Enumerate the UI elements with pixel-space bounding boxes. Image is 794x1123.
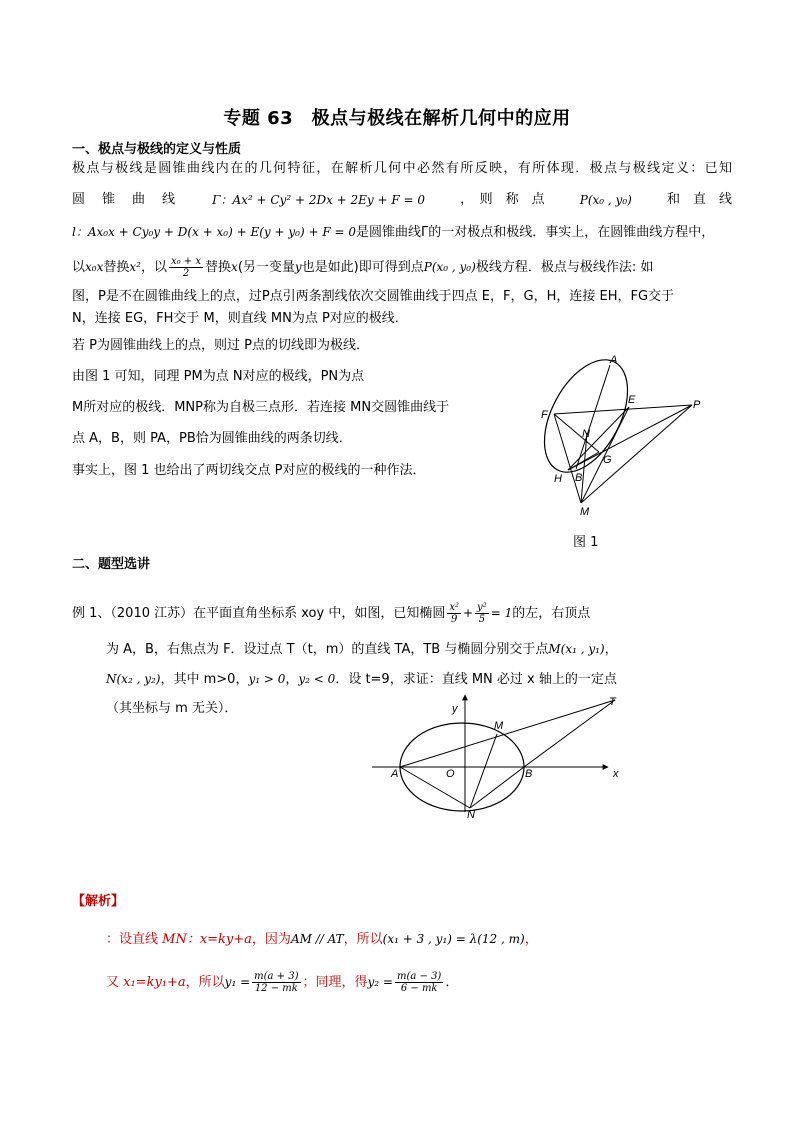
text-span: ；同理，得 <box>302 975 368 990</box>
math-span: M(x₁ , y₁) <box>548 642 605 656</box>
example-line: （其坐标与 m 无关）． <box>106 701 238 716</box>
fraction <box>475 602 489 625</box>
text-span: ．设 t=9，求证：直线 MN 必过 x 轴上的一定点 <box>335 672 617 687</box>
math-span: MN：x=ky+a <box>162 932 252 947</box>
math-span: x <box>231 260 238 274</box>
figure-1-diagram <box>530 345 710 520</box>
example-line <box>106 670 617 689</box>
math-span: y <box>294 260 302 274</box>
math-span: x² <box>129 260 141 274</box>
text-span: ，所以 <box>343 932 383 947</box>
fraction <box>395 971 443 994</box>
text-span: 圆 锥 曲 线 <box>72 192 178 207</box>
figure-label: H <box>554 473 562 485</box>
figure-label: y <box>452 703 458 715</box>
figure-label: T <box>609 696 616 708</box>
text-span: 又 <box>106 975 124 990</box>
fraction <box>252 971 300 994</box>
pole-point: P(x₀ , y₀) <box>579 193 632 207</box>
math-span: x₀x <box>85 260 104 274</box>
section2-heading: 二、题型选讲 <box>72 557 151 572</box>
polar-equation: l：Ax₀x + Cy₀y + D(x + x₀) + E(y + y₀) + F = 0 <box>72 225 356 239</box>
text-span: 为 A，B，右焦点为 F．设过点 T（t，m）的直线 TA，TB 与椭圆分别交于点 <box>106 642 549 657</box>
conic-equation: Γ：Ax² + Cy² + 2Dx + 2Ey + F = 0 <box>212 193 426 207</box>
line-BT <box>524 700 615 767</box>
fraction-numerator: m(a + 3) <box>254 971 299 982</box>
paragraph-line <box>72 256 653 279</box>
fraction <box>169 256 203 279</box>
text-span: ，所以 <box>185 975 225 990</box>
paragraph-line: 若 P为圆锥曲线上的点，则过 P点的切线即为极线． <box>72 338 369 353</box>
math-span: N(x₂ , y₂) <box>106 672 161 686</box>
text-span: 以 <box>72 260 86 275</box>
text-span: 是圆锥曲线Γ的一对极点和极线．事实上，在圆锥曲线方程中， <box>355 225 715 240</box>
math-span: y₁ = <box>224 975 251 989</box>
math-span: y₂ = <box>367 975 393 989</box>
fraction-numerator: x² <box>449 602 459 613</box>
text-span: ， 则 称 点 <box>460 192 545 207</box>
figure-1-caption: 图 1 <box>573 535 599 550</box>
figure-label: G <box>603 454 612 466</box>
paragraph-line: 事实上，图 1 也给出了两切线交点 P对应的极线的一种作法． <box>72 463 426 478</box>
line-FH-ext <box>554 414 581 503</box>
fraction-denominator: 5 <box>478 614 486 625</box>
page-title: 专题 63 极点与极线在解析几何中的应用 <box>223 108 571 129</box>
example-line <box>106 640 618 659</box>
paragraph-line: 极点与极线是圆锥曲线内在的几何特征，在解析几何中必然有所反映，有所体现．极点与极线定义：已知 <box>72 161 732 176</box>
fraction <box>447 602 461 625</box>
text-span: ，以 <box>140 260 167 275</box>
fraction-denominator: 2 <box>182 268 190 279</box>
text-span: 也是如此)即可得到点 <box>301 260 424 275</box>
text-span: ，因为 <box>251 932 291 947</box>
figure-label: P <box>693 399 701 411</box>
text-span: 极线方程．极点与极线作法: 如 <box>475 260 654 275</box>
math-span: = 1 <box>490 606 513 620</box>
fraction-numerator: m(a − 3) <box>396 971 442 982</box>
line-AT <box>400 700 615 767</box>
text-span: 例 1、（2010 江苏）在平面直角坐标系 xoy 中，如图，已知椭圆 <box>72 606 446 621</box>
fraction-numerator: x₀ + x <box>170 256 202 267</box>
math-span: (x₁ + 3 , y₁) = λ(12 , m) <box>382 932 525 946</box>
text-span: ， <box>524 932 538 947</box>
paragraph-line: M所对应的极线．MNP称为自极三点形．若连接 MN交圆锥曲线于 <box>72 400 450 415</box>
text-span: ， <box>285 672 299 687</box>
text-span: 的左，右顶点 <box>512 606 591 621</box>
math-span: y₁ > 0 <box>248 672 286 686</box>
text-span: (另一变量 <box>237 260 295 275</box>
example-line <box>72 602 590 625</box>
solution-tag: 【解析】 <box>72 894 125 909</box>
text-span: 和 直 线 <box>666 192 732 207</box>
solution-line <box>106 971 458 994</box>
line-MN <box>470 734 497 808</box>
figure-label: x <box>613 768 619 780</box>
line-EH <box>568 407 629 470</box>
line-AN <box>400 767 470 808</box>
text-span: ， <box>604 642 618 657</box>
figure-label: A <box>391 768 399 780</box>
fraction-denominator: 9 <box>450 614 458 625</box>
text-span: ：设直线 <box>106 932 163 947</box>
paragraph-line: N，连接 EG，FH交于 M，则直线 MN为点 P对应的极线． <box>72 311 408 326</box>
text-span: 替换 <box>103 260 130 275</box>
solution-line <box>106 930 538 949</box>
text-span: 替换 <box>205 260 232 275</box>
math-span: x₁=ky₁+a <box>123 975 186 990</box>
figure-label: M <box>494 720 504 732</box>
figure-label: F <box>541 409 548 421</box>
figure-label: E <box>628 394 636 406</box>
figure-label: M <box>580 506 590 518</box>
vector-expression: AM // AT <box>290 932 344 946</box>
figure-label: B <box>525 768 533 780</box>
paragraph-line: 图，P是不在圆锥曲线上的点，过P点引两条割线依次交圆锥曲线于四点 E，F，G，H，连接 EH，FG交于 <box>72 289 675 304</box>
figure-2-diagram <box>370 690 640 820</box>
text-span: ，其中 m>0， <box>160 672 249 687</box>
fraction-denominator: 12 − mk <box>254 983 298 994</box>
math-span: P(x₀ , y₀) <box>423 260 476 274</box>
figure-label: A <box>610 354 618 366</box>
line-NB <box>470 767 524 808</box>
figure-label: O <box>446 768 455 780</box>
math-span: y₂ < 0 <box>298 672 336 686</box>
figure-label: N <box>467 809 475 820</box>
paragraph-line <box>72 223 714 242</box>
math-span: + <box>462 606 474 620</box>
figure-label: N <box>582 428 590 440</box>
paragraph-line: 点 A，B，则 PA，PB恰为圆锥曲线的两条切线． <box>72 431 352 446</box>
paragraph-line <box>72 191 732 209</box>
section1-heading: 一、极点与极线的定义与性质 <box>72 142 242 157</box>
text-span: ． <box>445 975 459 990</box>
fraction-numerator: y² <box>477 602 487 613</box>
figure-label: B <box>575 472 583 484</box>
fraction-denominator: 6 − mk <box>400 983 438 994</box>
paragraph-line: 由图 1 可知，同理 PM为点 N对应的极线，PN为点 <box>72 369 365 384</box>
